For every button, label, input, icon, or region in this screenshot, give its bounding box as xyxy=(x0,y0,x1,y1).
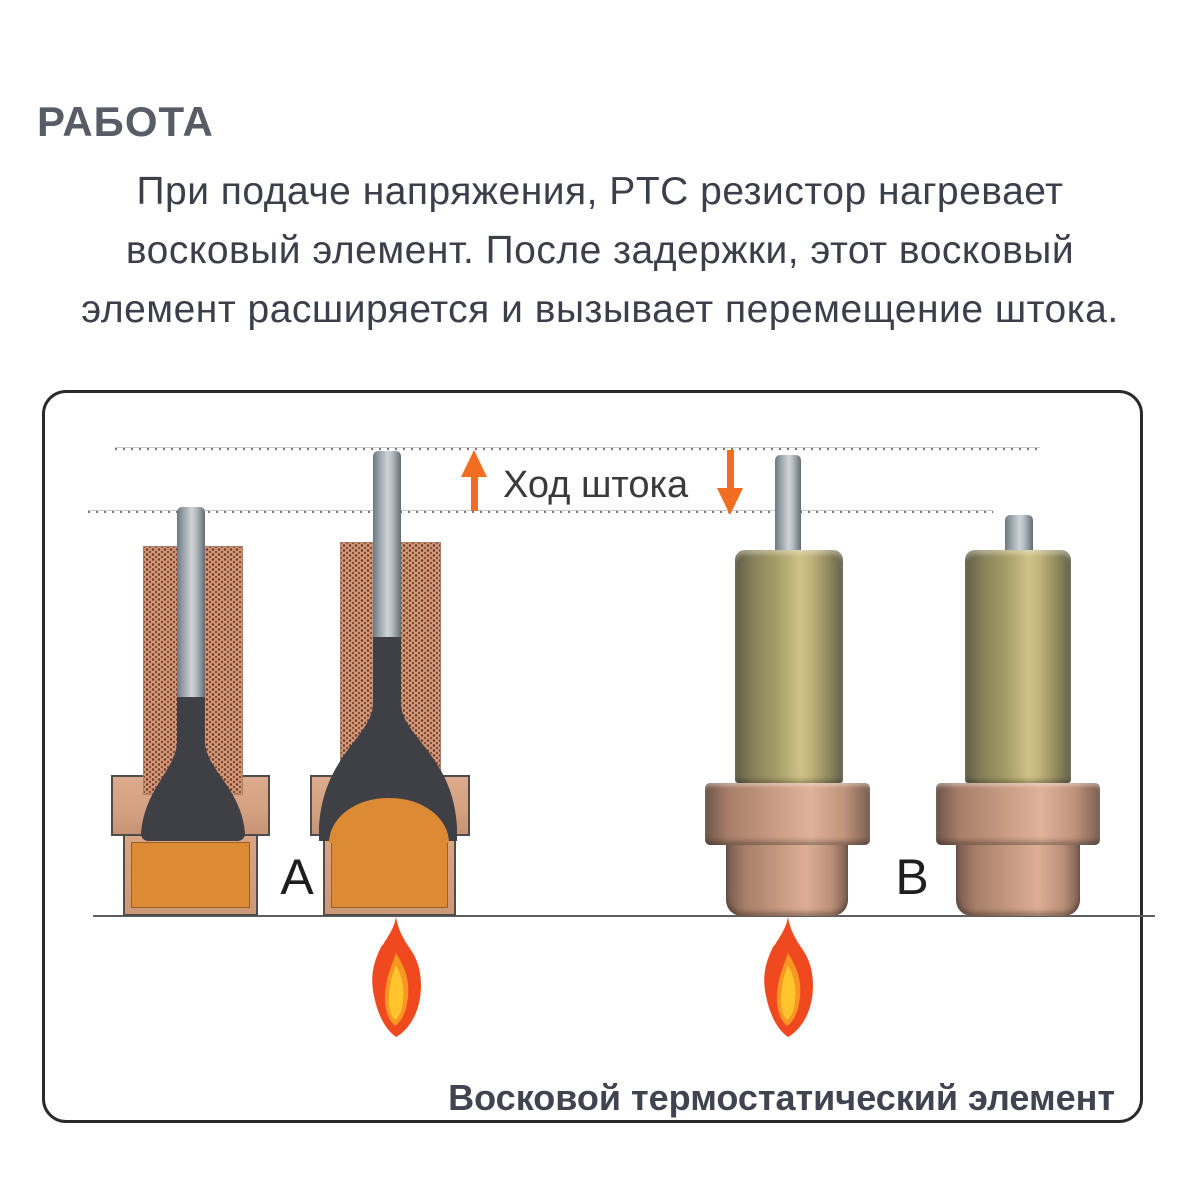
paragraph-line-2: восковый элемент. После задержки, этот восковый xyxy=(125,229,1075,272)
external-hot-stem xyxy=(775,455,801,555)
stem-retracted-guide-line xyxy=(88,510,993,513)
external-hot-base xyxy=(726,845,848,916)
paragraph-line-1: При подаче напряжения, PTC резистор нагревает xyxy=(136,170,1064,213)
label-a: A xyxy=(280,849,314,905)
external-hot-flange xyxy=(705,783,870,845)
external-hot-body xyxy=(735,550,843,783)
diagram-caption: Восковой термостатический элемент xyxy=(448,1077,1115,1118)
paragraph-line-3: элемент расширяется и вызывает перемещение штока. xyxy=(81,288,1119,331)
label-b: B xyxy=(895,849,929,905)
external-cold-body xyxy=(965,550,1071,783)
cutaway-hot-stem xyxy=(373,451,401,637)
arrow-shaft xyxy=(727,450,734,490)
external-cold-base xyxy=(956,845,1080,916)
stroke-up-arrow-icon xyxy=(461,450,487,511)
arrow-head xyxy=(717,488,743,515)
stroke-label: Ход штока xyxy=(503,464,689,506)
cutaway-cold-wax-funnel xyxy=(135,693,251,843)
diagram-frame xyxy=(42,390,1143,1123)
flame-icon xyxy=(761,917,817,1043)
arrow-head xyxy=(461,450,487,477)
stroke-down-arrow-icon xyxy=(717,450,743,515)
external-cold-flange xyxy=(936,783,1100,845)
cutaway-hot-wax-reservoir xyxy=(331,842,448,908)
cutaway-cold-wax-reservoir xyxy=(131,842,250,908)
wax-shape xyxy=(141,695,245,841)
stem-extended-guide-line xyxy=(115,447,1040,450)
external-cold-stem xyxy=(1005,515,1033,555)
description-paragraph xyxy=(20,162,1180,339)
arrow-shaft xyxy=(471,475,478,511)
flame-icon xyxy=(369,917,425,1043)
cutaway-cold-stem xyxy=(177,507,205,697)
page-title: РАБОТА xyxy=(37,98,214,145)
